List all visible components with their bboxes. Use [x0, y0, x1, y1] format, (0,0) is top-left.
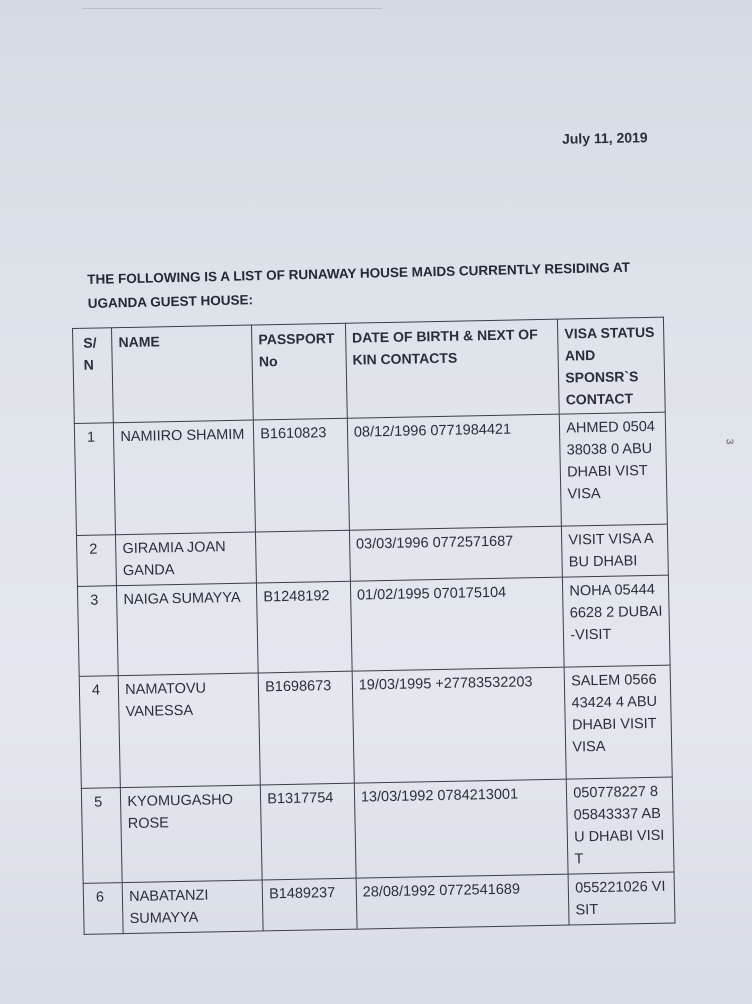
row-dob: 08/12/1996 0771984421 [347, 414, 562, 530]
header-visa: VISA STATUS AND SPONSR`S CONTACT [558, 317, 666, 414]
table-row [74, 412, 667, 535]
table-row [79, 665, 672, 788]
row-dob: 19/03/1995 +27783532203 [352, 667, 567, 783]
row-passport: B1489237 [262, 878, 357, 931]
row-visa: VISIT VISA ABU DHABI [562, 524, 669, 577]
row-name: NAMATOVU VANESSA [118, 673, 260, 788]
row-name: NABATANZI SUMAYYA [122, 880, 263, 934]
table-row [81, 777, 674, 883]
row-passport: B1317754 [261, 783, 356, 880]
row-name: NAMIIRO SHAMIM [114, 420, 256, 535]
row-dob: 01/02/1995 070175104 [350, 577, 564, 671]
row-passport: B1248192 [257, 581, 352, 673]
header-name: NAME [112, 325, 254, 423]
paper-fold-line [82, 0, 382, 9]
row-visa: 050778227 8 05843337 ABU DHABI VISIT [567, 777, 675, 874]
row-name: KYOMUGASHO ROSE [121, 785, 263, 883]
header-sn: S/ N [73, 328, 114, 424]
header-passport: PASSPORT No [252, 323, 347, 420]
row-passport [256, 530, 351, 583]
row-name: NAIGA SUMAYYA [117, 583, 259, 676]
row-sn: 4 [79, 676, 120, 789]
document-heading: THE FOLLOWING IS A LIST OF RUNAWAY HOUSE MAIDS CURRENTLY RESIDING AT UGANDA GUEST HOUSE: [87, 259, 631, 311]
row-visa: AHMED 050438038 0 ABU DHABI VIST VISA [560, 412, 668, 526]
row-sn: 1 [74, 423, 115, 536]
row-sn: 2 [76, 535, 116, 587]
margin-mark: 3 [723, 438, 735, 445]
row-sn: 6 [83, 883, 123, 935]
row-passport: B1698673 [258, 671, 354, 785]
row-visa: NOHA 054446628 2 DUBAI-VISIT [563, 575, 670, 667]
row-visa: 055221026 VISIT [568, 872, 675, 925]
header-dob: DATE OF BIRTH & NEXT OF KIN CONTACTS [345, 319, 559, 418]
row-name: GIRAMIA JOAN GANDA [116, 532, 257, 586]
row-visa: SALEM 056643424 4 ABU DHABI VISIT VISA [564, 665, 672, 779]
maids-table-container [72, 317, 676, 935]
row-dob: 13/03/1992 0784213001 [354, 779, 568, 878]
table-header-row [73, 317, 666, 423]
row-sn: 3 [77, 586, 118, 677]
row-dob: 03/03/1996 0772571687 [349, 526, 562, 581]
row-passport: B1610823 [254, 418, 350, 532]
row-dob: 28/08/1992 0772541689 [356, 874, 569, 929]
document-date: July 11, 2019 [561, 129, 648, 147]
maids-table [72, 317, 676, 935]
table-row [77, 575, 670, 676]
table-row [83, 872, 675, 934]
row-sn: 5 [81, 788, 122, 884]
